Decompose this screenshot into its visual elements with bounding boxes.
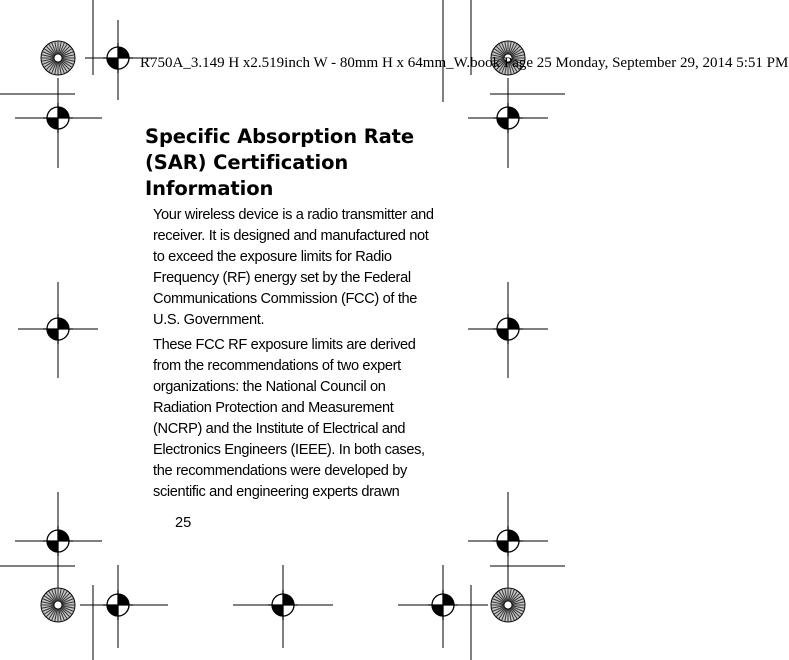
starburst-target (41, 588, 75, 622)
registration-mark (43, 314, 73, 344)
registration-mark (43, 526, 73, 556)
registration-mark (103, 43, 133, 73)
starburst-target (491, 588, 525, 622)
registration-mark (428, 590, 458, 620)
registration-mark (493, 526, 523, 556)
starburst-target (41, 41, 75, 75)
paragraph: Your wireless device is a radio transmitter and receiver. It is designed and manufactured not to exceed the exposure limits for Radio Frequency (RF) energy set by the Federal Communications Commission (FCC) of the U.S. Government. (153, 207, 434, 328)
registration-mark (493, 314, 523, 344)
registration-mark (268, 590, 298, 620)
print-slug-line: R750A_3.149 H x2.519inch W - 80mm H x 64mm_W.book Page 25 Monday, September 29, 2014 5:51 PM (140, 55, 789, 71)
paragraph: These FCC RF exposure limits are derived from the recommendations of two expert organizations: the National Council on Radiation Protection and Measurement (NCRP) and the Institute of Electrical and Electronics Engineers (IEEE). In both cases, the recommendations were developed by scientific and engineering experts drawn (153, 337, 425, 500)
page-number: 25 (175, 515, 192, 531)
registration-mark (43, 103, 73, 133)
registration-mark (103, 590, 133, 620)
section-title: Specific Absorption Rate (SAR) Certification Information (145, 125, 415, 200)
registration-mark (493, 103, 523, 133)
